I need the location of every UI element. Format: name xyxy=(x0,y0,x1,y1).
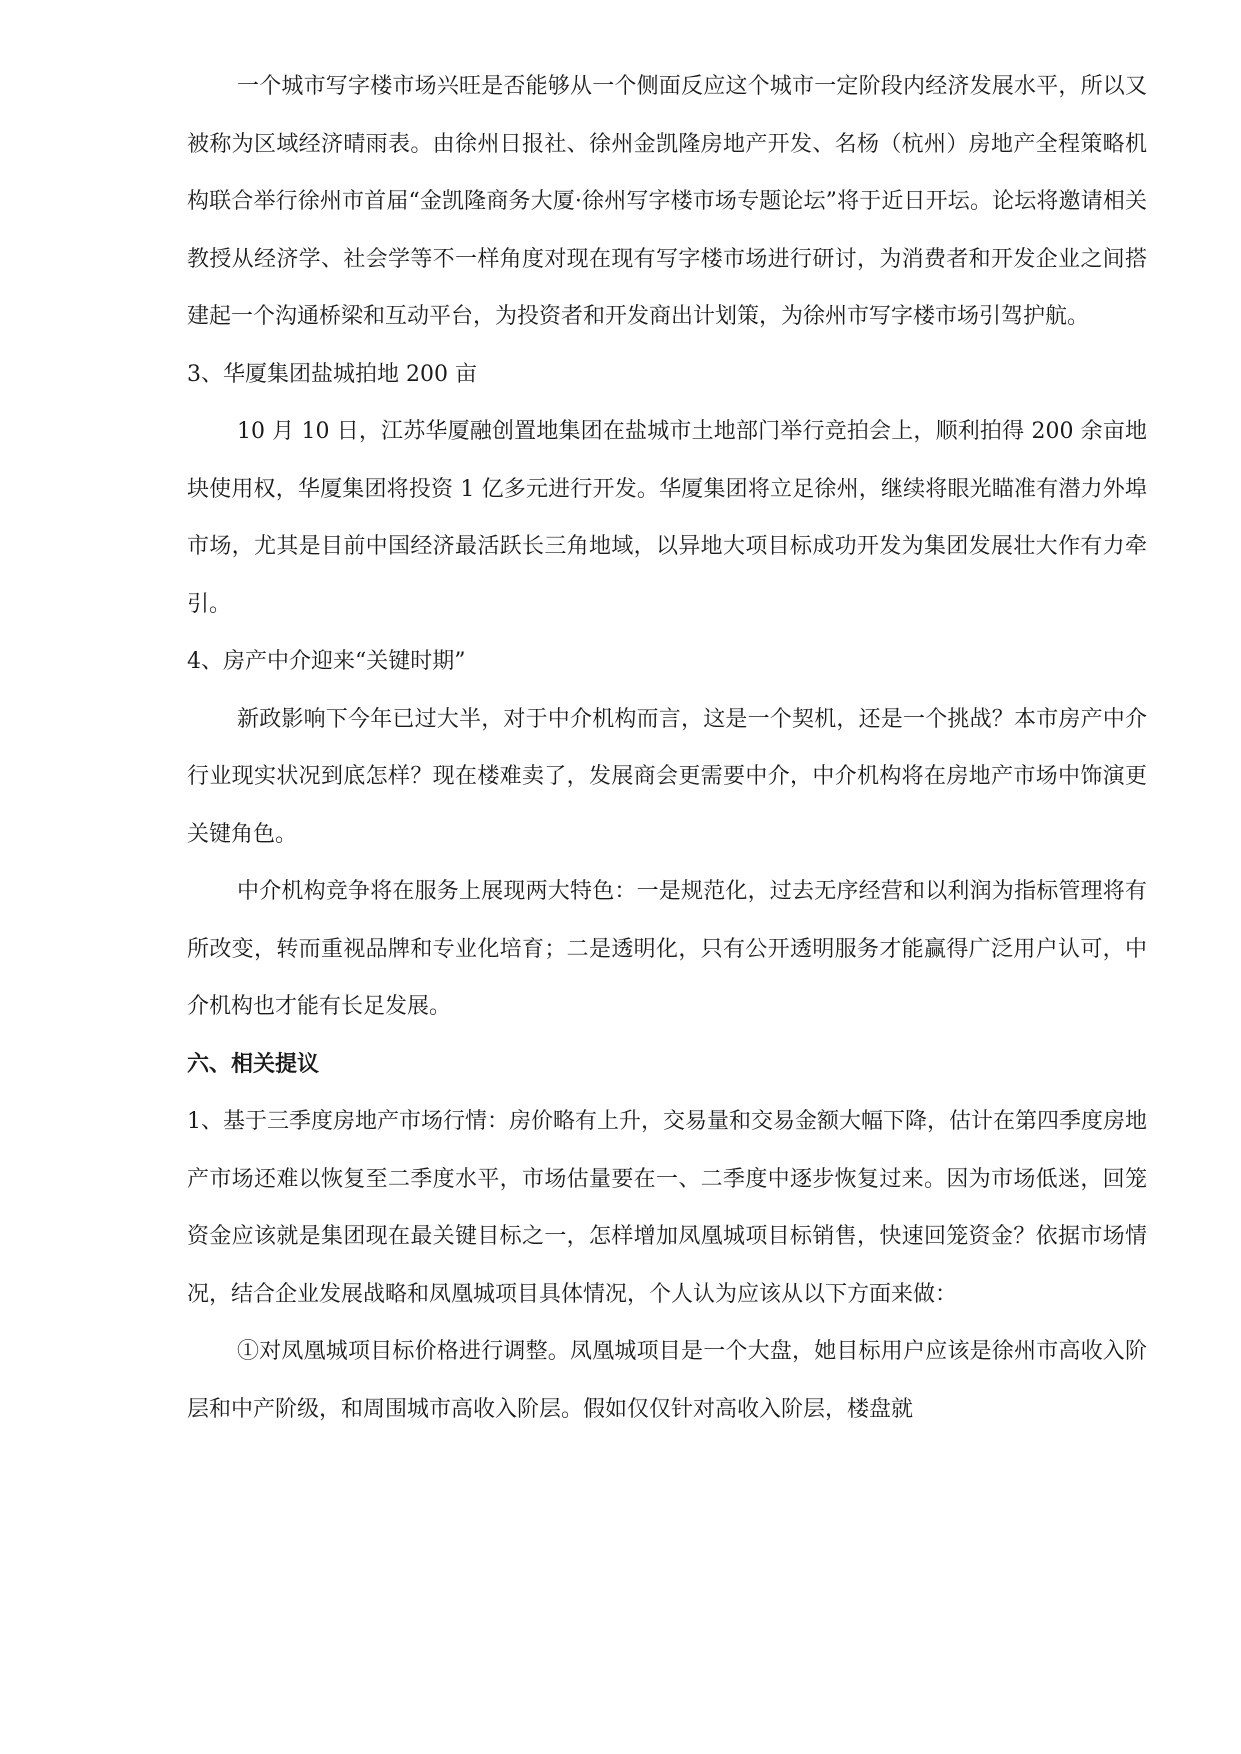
heading-huaxia-yancheng: 3、华厦集团盐城拍地 200 亩 xyxy=(187,361,477,387)
paragraph-huaxia-auction: 10 月 10 日，江苏华厦融创置地集团在盐城市土地部门举行竞拍会上，顺利拍得 200 余亩地块使用权，华厦集团将投资 1 亿多元进行开发。华厦集团将立足徐州，继续将眼光瞄准有潜力外埠市场，尤其是目前中国经济最活跃长三角地域，以异地大项目标成功开发为集团发展壮大作有力牵引。 xyxy=(187,419,1147,617)
paragraph-suggestion-1: 1、基于三季度房地产市场行情：房价略有上升，交易量和交易金额大幅下降，估计在第四季度房地产市场还难以恢复至二季度水平，市场估量要在一、二季度中逐步恢复过来。因为市场低迷，回笼资金应该就是集团现在最关键目标之一，怎样增加凤凰城项目标销售，快速回笼资金？依据市场情况，结合企业发展战略和凤凰城项目具体情况，个人认为应该从以下方面来做： xyxy=(187,1109,1148,1307)
paragraph-agency-features: 中介机构竞争将在服务上展现两大特色：一是规范化，过去无序经营和以利润为指标管理将有所改变，转而重视品牌和专业化培育；二是透明化，只有公开透明服务才能赢得广泛用户认可，中介机构也才能有长足发展。 xyxy=(187,879,1147,1019)
heading-agency-key-period: 4、房产中介迎来“关键时期” xyxy=(187,649,466,674)
section-heading-suggestions: 六、相关提议 xyxy=(187,1050,320,1077)
paragraph-price-adjustment: ①对凤凰城项目标价格进行调整。凤凰城项目是一个大盘，她目标用户应该是徐州市高收入阶层和中产阶级，和周围城市高收入阶层。假如仅仅针对高收入阶层，楼盘就 xyxy=(187,1339,1147,1422)
document-page xyxy=(187,58,1147,1438)
paragraph-agency-challenge: 新政影响下今年已过大半，对于中介机构而言，这是一个契机，还是一个挑战？本市房产中介行业现实状况到底怎样？现在楼难卖了，发展商会更需要中介，中介机构将在房地产市场中饰演更关键角色。 xyxy=(187,706,1147,847)
paragraph-office-market: 一个城市写字楼市场兴旺是否能够从一个侧面反应这个城市一定阶段内经济发展水平，所以又被称为区域经济晴雨表。由徐州日报社、徐州金凯隆房地产开发、名杨（杭州）房地产全程策略机构联合举行徐州市首届“金凯隆商务大厦·徐州写字楼市场专题论坛”将于近日开坛。论坛将邀请相关教授从经济学、社会学等不一样角度对现在现有写字楼市场进行研讨，为消费者和开发企业之间搭建起一个沟通桥梁和互动平台，为投资者和开发商出计划策，为徐州市写字楼市场引驾护航。 xyxy=(187,74,1147,329)
